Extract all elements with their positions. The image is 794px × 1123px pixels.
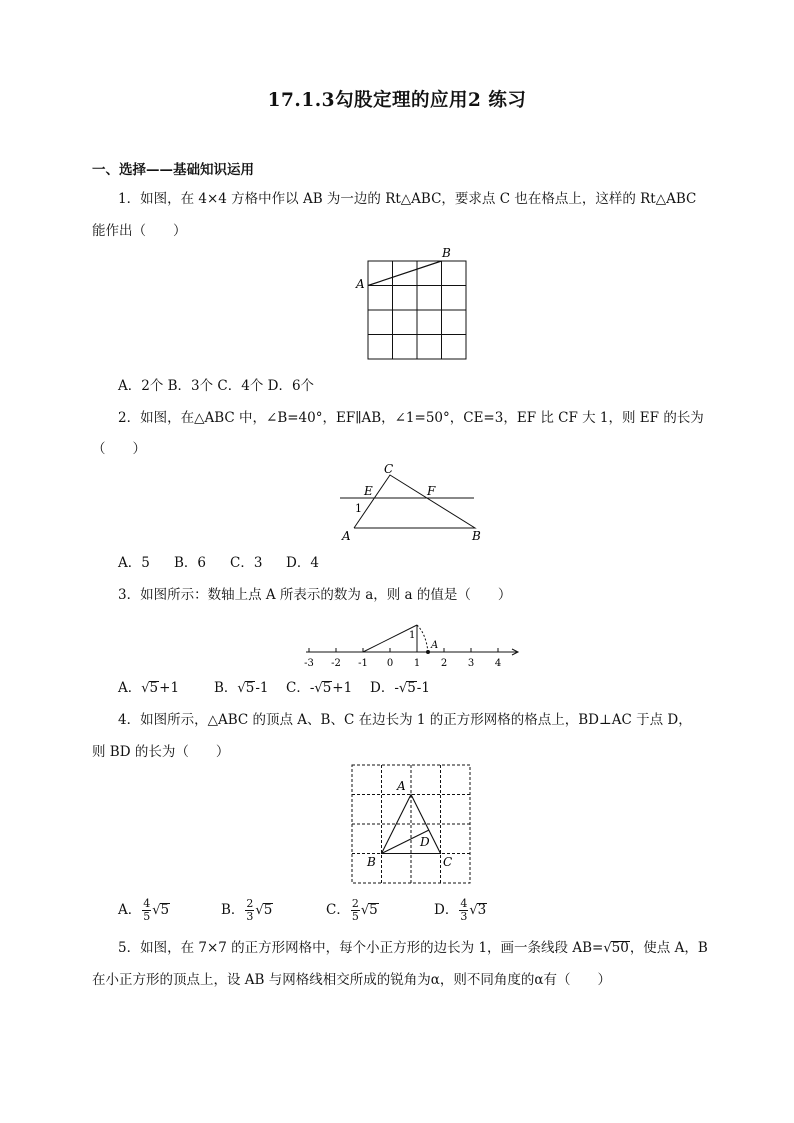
q1-text-line2: 能作出（ ）: [92, 223, 187, 239]
q4-label-c: C: [443, 855, 453, 869]
q3-tick-label: 2: [440, 658, 448, 669]
q4-label-d: D: [420, 835, 430, 849]
page-title: 17.1.3勾股定理的应用2 练习: [267, 90, 527, 111]
section-heading: 一、选择——基础知识运用: [92, 162, 254, 178]
q5-text-line2: 在小正方形的顶点上，设 AB 与网格线相交所成的锐角为α，则不同角度的α有（ ）: [92, 972, 611, 988]
q1-label-a: A: [356, 277, 365, 291]
q4-grid-figure: [345, 760, 475, 886]
q1-text-line1: 1．如图，在 4×4 方格中作以 AB 为一边的 Rt△ABC，要求点 C 也在格点上，这样的 Rt△ABC: [118, 191, 697, 207]
q3-option-c: C．-√5+1: [286, 680, 353, 696]
q1-grid-figure: [350, 243, 480, 363]
q3-tick-label: -3: [304, 658, 314, 669]
q3-tick-label: 4: [494, 658, 502, 669]
q4-option-c: C． $\frac{2}{5}$ √5: [326, 897, 378, 923]
q4-text-line1: 4．如图所示，△ABC 的顶点 A、B、C 在边长为 1 的正方形网格的格点上，BD⊥AC 于点 D，: [118, 712, 692, 728]
q2-label-e: E: [364, 484, 373, 498]
q4-label-b: B: [367, 855, 376, 869]
q1-label-b: B: [442, 246, 451, 260]
q2-text-line2: （ ）: [92, 441, 146, 457]
q3-text-line1: 3．如图所示：数轴上点 A 所表示的数为 a，则 a 的值是（ ）: [118, 587, 512, 603]
q2-option-d: D．4: [286, 555, 319, 571]
q2-triangle-figure: [330, 460, 500, 545]
q3-tick-label: 1: [413, 658, 421, 669]
q4-label-a: A: [397, 779, 406, 793]
q2-option-a: A．5: [118, 555, 150, 571]
q3-label-a: A: [431, 640, 439, 651]
q3-number-line-figure: [300, 612, 530, 672]
q3-option-a: A．√5+1: [118, 680, 180, 696]
q3-options: [118, 676, 478, 696]
q3-option-b: B．√5-1: [214, 680, 269, 696]
q3-tick-label: -1: [358, 658, 368, 669]
q5-text-line1: 5．如图，在 7×7 的正方形网格中，每个小正方形的边长为 1，画一条线段 AB=√50，使点 A，B: [118, 940, 708, 956]
q3-label-1: 1: [409, 630, 416, 641]
q3-tick-label: 3: [467, 658, 475, 669]
q4-text-line2: 则 BD 的长为（ ）: [92, 744, 230, 760]
q2-label-f: F: [427, 484, 436, 498]
q2-option-b: B．6: [174, 555, 207, 571]
q2-label-c: C: [384, 462, 394, 476]
q3-option-d: D．-√5-1: [370, 680, 430, 696]
q4-options: [118, 892, 518, 926]
q2-text-line1: 2．如图，在△ABC 中，∠B=40°，EF∥AB，∠1=50°，CE=3，EF 比 CF 大 1，则 EF 的长为: [118, 410, 704, 426]
q4-option-d: D． $\frac{4}{3}$ √3: [434, 897, 487, 923]
q3-tick-label: 0: [386, 658, 394, 669]
q2-option-c: C．3: [230, 555, 263, 571]
q2-label-b: B: [472, 529, 481, 543]
q2-options: [118, 551, 438, 569]
q2-label-a: A: [342, 529, 351, 543]
q1-options: A．2个 B．3个 C．4个 D．6个: [118, 378, 315, 394]
q4-option-a: A． $\frac{4}{5}$ √5: [118, 897, 170, 923]
q2-label-1: 1: [355, 502, 362, 515]
q3-tick-label: -2: [331, 658, 341, 669]
q4-option-b: B． $\frac{2}{3}$ √5: [221, 897, 273, 923]
